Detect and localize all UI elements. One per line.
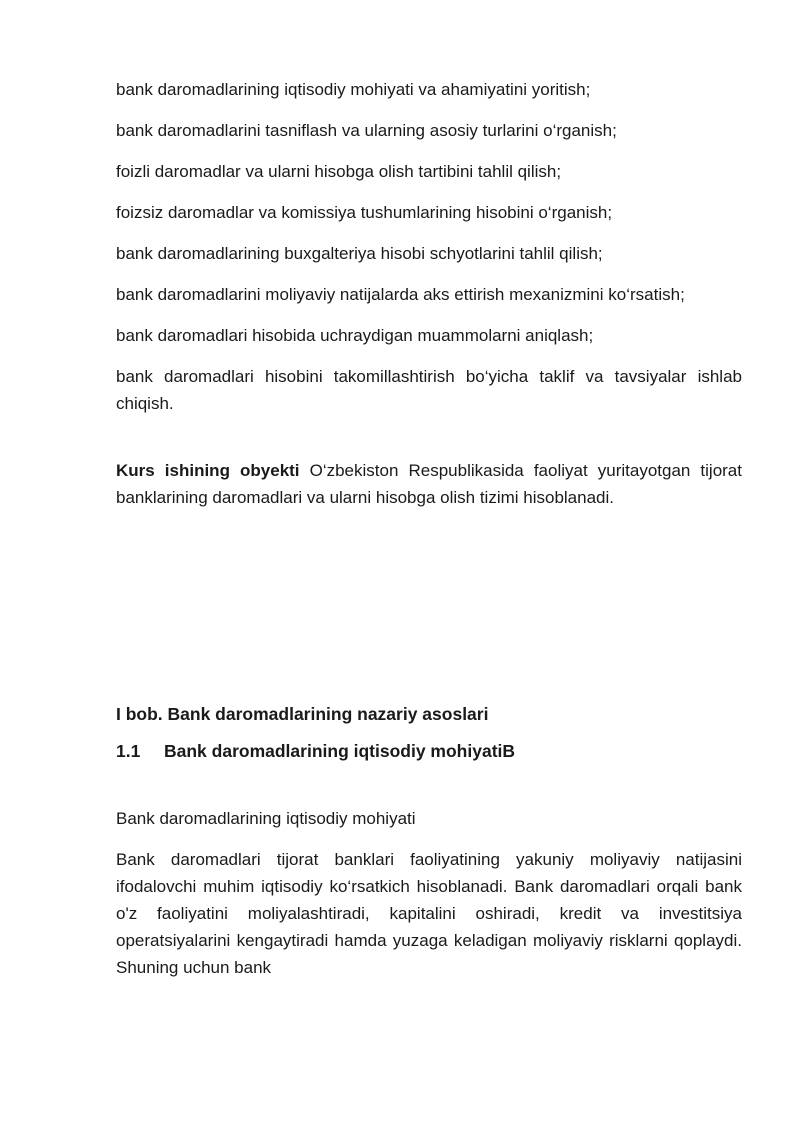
- body-paragraph: Bank daromadlari tijorat banklari faoliyatining yakuniy moliyaviy natijasini ifodalovchi muhim iqtisodiy ko‘rsatkich hisoblanadi. Bank daromadlari orqali bank o'z faoliyatini moliyalashtiradi, kapitalini oshiradi, kredit va investitsiya operatsiyalarini kengaytiradi hamda yuzaga keladigan moliyaviy risklarni qoplaydi. Shuning uchun bank: [116, 850, 742, 977]
- section-heading: [116, 738, 742, 765]
- object-text: O‘zbekiston Respublikasida faoliyat yuritayotgan tijorat banklarining daromadlari va ularni hisobga olish tizimi hisoblanadi.: [116, 461, 742, 507]
- task-item-3: foizli daromadlar va ularni hisobga olish tartibini tahlil qilish;: [116, 162, 562, 181]
- object-label: Kurs ishining obyekti: [116, 461, 300, 480]
- task-item-6: bank daromadlarini moliyaviy natijalarda aks ettirish mexanizmini ko‘rsatish;: [116, 285, 685, 304]
- task-item-4: foizsiz daromadlar va komissiya tushumlarining hisobini o‘rganish;: [116, 203, 613, 222]
- task-item-2: bank daromadlarini tasniflash va ularning asosiy turlarini o‘rganish;: [116, 121, 617, 140]
- section-number: 1.1: [116, 741, 141, 761]
- body-subtitle: Bank daromadlarining iqtisodiy mohiyati: [116, 809, 416, 828]
- chapter-title: I bob. Bank daromadlarining nazariy asoslari: [116, 704, 489, 724]
- blank-space: [116, 525, 742, 701]
- document-page: [116, 76, 742, 995]
- tasks-list: [116, 76, 742, 417]
- task-item-5: bank daromadlarining buxgalteriya hisobi schyotlarini tahlil qilish;: [116, 244, 603, 263]
- blank-space-2: [116, 765, 742, 805]
- task-item-1: bank daromadlarining iqtisodiy mohiyati va ahamiyatini yoritish;: [116, 80, 591, 99]
- section-title: Bank daromadlarining iqtisodiy mohiyatiB: [164, 741, 516, 761]
- task-item-7: bank daromadlari hisobida uchraydigan muammolarni aniqlash;: [116, 326, 594, 345]
- task-item-8: bank daromadlari hisobini takomillashtirish bo‘yicha taklif va tavsiyalar ishlab chiqish.: [116, 367, 742, 413]
- object-paragraph: [116, 457, 742, 511]
